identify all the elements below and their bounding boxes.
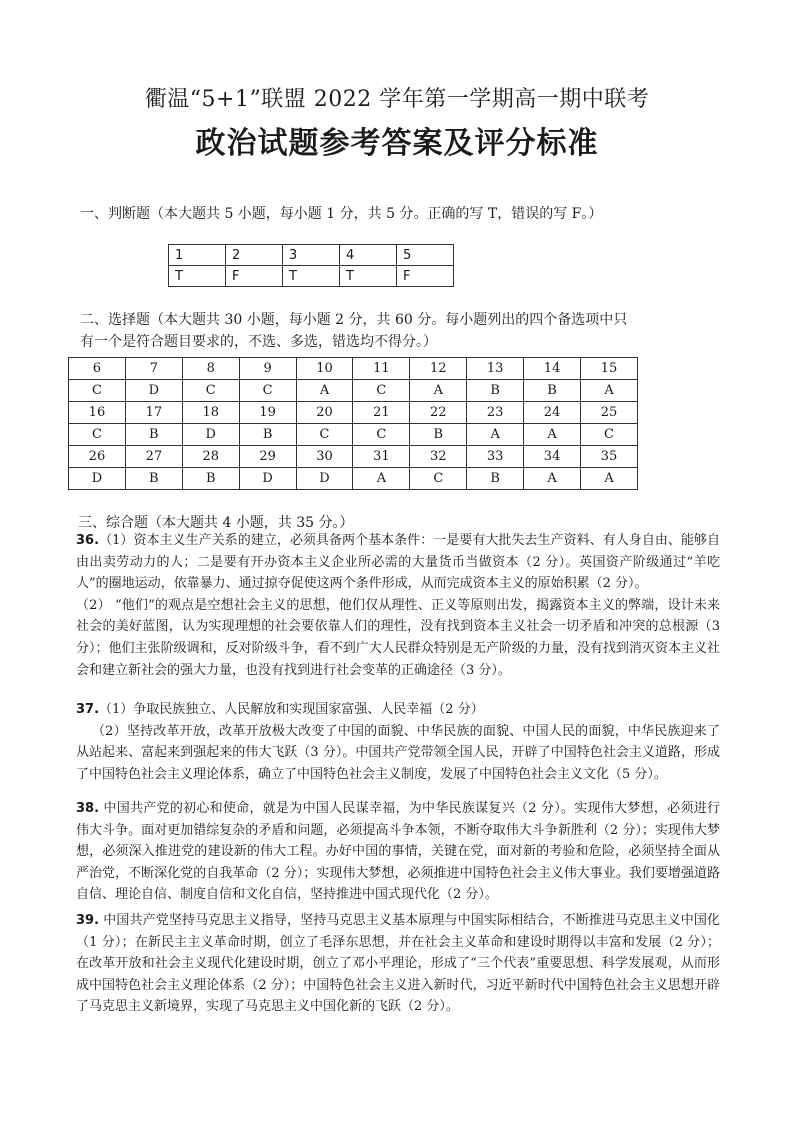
table-cell: 1 — [169, 245, 226, 266]
table-cell: 18 — [182, 402, 239, 424]
table-cell: A — [524, 468, 581, 490]
table-cell: T — [283, 266, 340, 287]
table-row — [69, 380, 638, 402]
table-cell: A — [410, 380, 467, 402]
table-cell: D — [69, 468, 126, 490]
table-cell: C — [353, 380, 410, 402]
judgment-answer-table — [168, 244, 454, 287]
table-cell: 20 — [296, 402, 353, 424]
question-number: 39. — [76, 913, 100, 928]
table-cell: B — [182, 468, 239, 490]
table-cell: C — [69, 380, 126, 402]
table-cell: B — [524, 380, 581, 402]
table-cell: 11 — [353, 358, 410, 380]
table-cell: B — [410, 424, 467, 446]
table-cell: 29 — [239, 446, 296, 468]
table-row — [69, 358, 638, 380]
table-cell: 19 — [239, 402, 296, 424]
table-row — [69, 468, 638, 490]
table-cell: D — [182, 424, 239, 446]
section2-heading: 二、选择题（本大题共 30 小题，每小题 2 分，共 60 分。每小题列出的四个备选项中只有一个是符合题目要求的，不选、多选，错选均不得分。） — [80, 312, 628, 350]
table-cell: 28 — [182, 446, 239, 468]
table-cell: A — [296, 380, 353, 402]
table-row — [69, 402, 638, 424]
answer-text: 中国共产党的初心和使命，就是为中国人民谋幸福，为中华民族谋复兴（2 分）。实现伟大梦想，必须进行伟大斗争。面对更加错综复杂的矛盾和问题，必须提高斗争本领，不断夺取伟大斗争新胜利（2 分）；实现伟大梦想，必须深入推进党的建设新的伟大工程。办好中国的事情，关键在党，面对新的考验和危险，必须坚持全面从严治党，不断深化党的自我革命（2 分）；实现伟大梦想，必须推进中国特色社会主义伟大事业。我们要增强道路自信、理论自信、制度自信和文化自信，坚持推进中国式现代化（2 分）。 — [76, 801, 721, 903]
table-cell: 21 — [353, 402, 410, 424]
table-cell: A — [524, 424, 581, 446]
table-cell: C — [353, 424, 410, 446]
table-cell: C — [239, 380, 296, 402]
table-cell: C — [296, 424, 353, 446]
table-cell: 27 — [125, 446, 182, 468]
table-cell: 14 — [524, 358, 581, 380]
table-cell: 23 — [467, 402, 524, 424]
table-cell: 12 — [410, 358, 467, 380]
table-cell: 30 — [296, 446, 353, 468]
table-cell: 10 — [296, 358, 353, 380]
table-cell: C — [410, 468, 467, 490]
answer-text: （1）争取民族独立、人民解放和实现国家富强、人民幸福（2 分） — [99, 702, 484, 717]
table-cell: 16 — [69, 402, 126, 424]
question-36 — [76, 530, 720, 681]
answer-text: （2）坚持改革开放，改革开放极大改变了中国的面貌、中华民族的面貌、中国人民的面貌，中华民族迎来了从站起来、富起来到强起来的伟大飞跃（3 分）。中国共产党带领全国人民，开辟了中国特色社会主义道路，形成了中国特色社会主义理论体系，确立了中国特色社会主义制度，发展了中国特色社会主义文化（5 分）。 — [76, 723, 720, 782]
table-cell: B — [467, 380, 524, 402]
question-number: 38. — [76, 801, 100, 816]
table-row — [169, 245, 454, 266]
answer-text: 中国共产党坚持马克思主义指导，坚持马克思主义基本原理与中国实际相结合，不断推进马克思主义中国化（1 分）；在新民主主义革命时期，创立了毛泽东思想，并在社会主义革命和建设时期得以丰富和发展（2 分）；在改革开放和社会主义现代化建设时期，创立了邓小平理论，形成了“三个代表”重要思想、科学发展观，从而形成中国特色社会主义理论体系（2 分）；中国特色社会主义进入新时代，习近平新时代中国特色社会主义思想开辟了马克思主义新境界，实现了马克思主义中国化新的飞跃（2 分）。 — [76, 913, 720, 1015]
table-cell: 7 — [125, 358, 182, 380]
table-row — [169, 266, 454, 287]
table-row — [69, 424, 638, 446]
table-cell: 8 — [182, 358, 239, 380]
table-cell: D — [239, 468, 296, 490]
document-title: 政治试题参考答案及评分标准 — [195, 126, 599, 161]
table-cell: D — [125, 380, 182, 402]
table-cell: F — [397, 266, 454, 287]
question-number: 37. — [76, 702, 100, 717]
table-cell: B — [125, 468, 182, 490]
section3-heading: 三、综合题（本大题共 4 小题，共 35 分。） — [78, 515, 354, 531]
table-cell: C — [69, 424, 126, 446]
table-cell: 2 — [226, 245, 283, 266]
answer-text: （1）资本主义生产关系的建立，必须具备两个基本条件：一是要有大批失去生产资料、有人身自由、能够自由出卖劳动力的人；二是要有开办资本主义企业所必需的大量货币当做资本（2 分）。英国资产阶级通过“羊吃人”的圈地运动，依靠暴力、通过掠夺促使这两个条件形成，从而完成资本主义的原始积累（2 分）。 — [76, 533, 720, 592]
table-cell: D — [296, 468, 353, 490]
question-37 — [76, 699, 720, 785]
table-cell: T — [340, 266, 397, 287]
table-cell: A — [467, 424, 524, 446]
question-number: 36. — [76, 533, 100, 548]
question-38 — [76, 798, 720, 906]
table-cell: 4 — [340, 245, 397, 266]
table-cell: 17 — [125, 402, 182, 424]
table-cell: C — [182, 380, 239, 402]
table-cell: 9 — [239, 358, 296, 380]
question-39 — [76, 910, 720, 1018]
table-cell: 3 — [283, 245, 340, 266]
table-cell: 6 — [69, 358, 126, 380]
table-cell: 33 — [467, 446, 524, 468]
table-cell: 22 — [410, 402, 467, 424]
table-cell: 5 — [397, 245, 454, 266]
table-cell: B — [467, 468, 524, 490]
table-cell: B — [239, 424, 296, 446]
table-cell: 31 — [353, 446, 410, 468]
table-cell: 35 — [581, 446, 638, 468]
table-cell: 24 — [524, 402, 581, 424]
table-row — [69, 446, 638, 468]
table-cell: 25 — [581, 402, 638, 424]
table-cell: C — [581, 424, 638, 446]
exam-title: 衢温“5+1”联盟 2022 学年第一学期高一期中联考 — [144, 87, 650, 112]
table-cell: F — [226, 266, 283, 287]
answer-text: （2） “他们”的观点是空想社会主义的思想，他们仅从理性、正义等原则出发，揭露资本主义的弊端，设计未来社会的美好蓝图，认为实现理想的社会要依靠人们的理性，没有找到资本主义社会一切矛盾和冲突的总根源（3 分）；他们主张阶级调和，反对阶级斗争，看不到广大人民群众特别是无产阶级的力量，没有找到消灭资本主义社会和建立新社会的强大力量，也没有找到进行社会变革的正确途径（3 分）。 — [76, 597, 720, 678]
table-cell: B — [125, 424, 182, 446]
table-cell: T — [169, 266, 226, 287]
section1-heading: 一、判断题（本大题共 5 小题，每小题 1 分，共 5 分。正确的写 T，错误的写 F。） — [80, 206, 603, 222]
table-cell: 32 — [410, 446, 467, 468]
table-cell: 13 — [467, 358, 524, 380]
table-cell: 26 — [69, 446, 126, 468]
table-cell: A — [581, 468, 638, 490]
table-cell: 34 — [524, 446, 581, 468]
table-cell: A — [581, 380, 638, 402]
table-cell: 15 — [581, 358, 638, 380]
table-cell: A — [353, 468, 410, 490]
choice-answer-table — [68, 357, 638, 490]
